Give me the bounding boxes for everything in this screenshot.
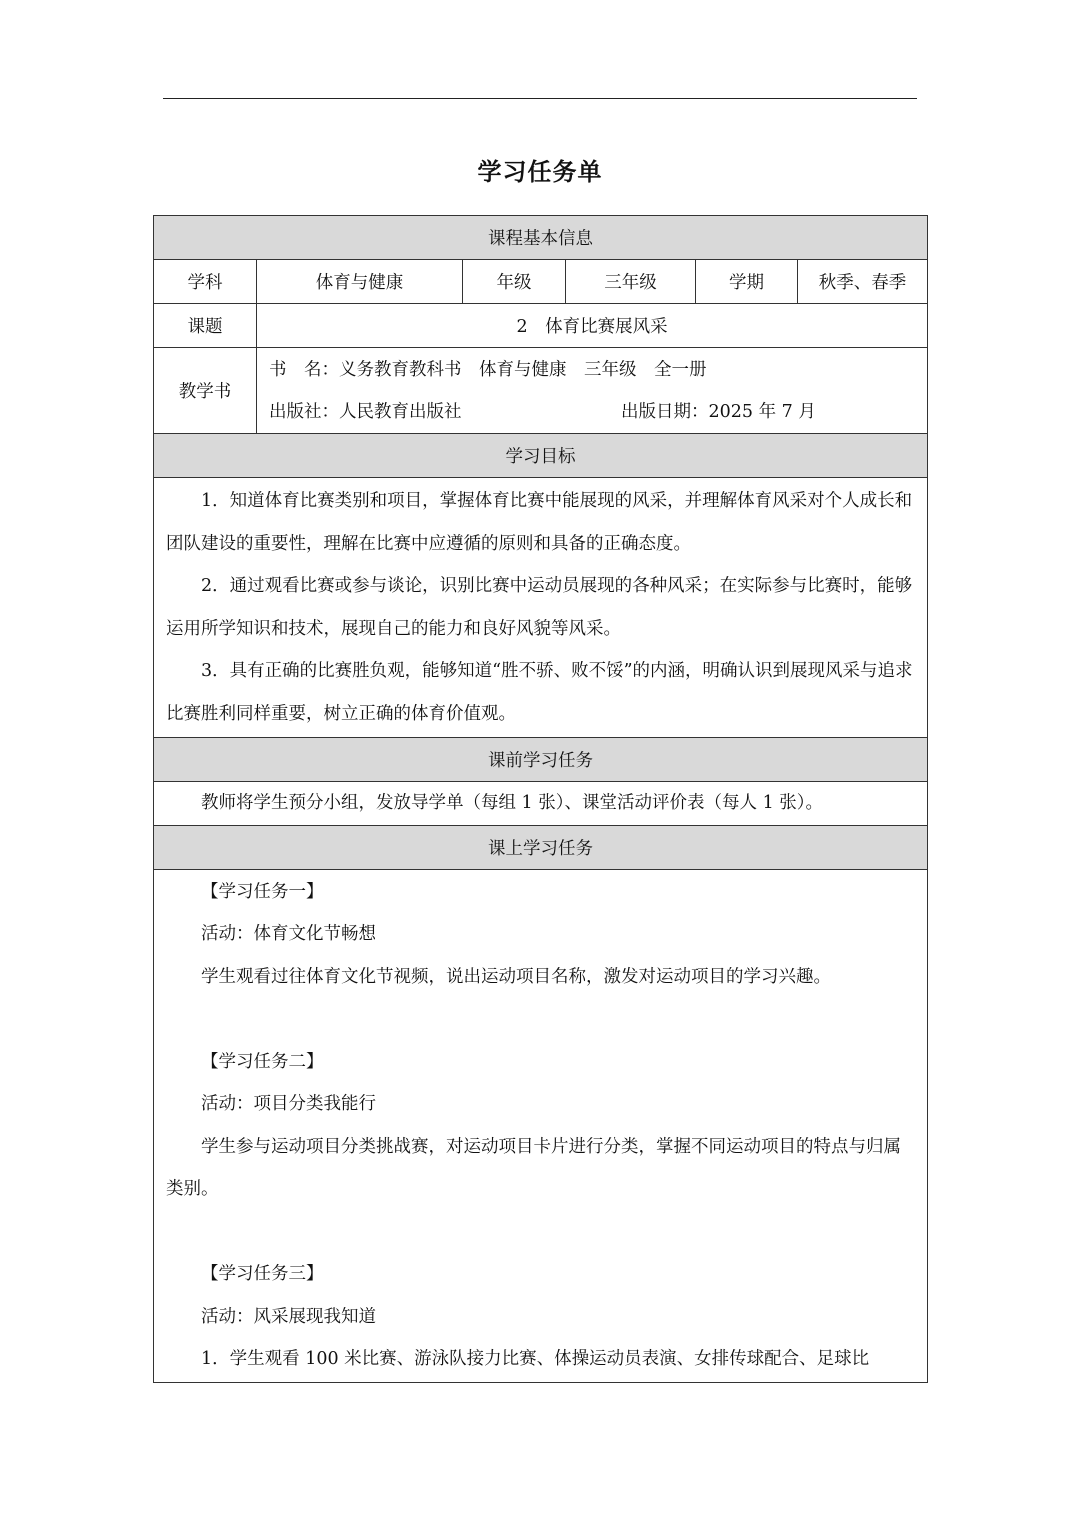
task-activity: 活动：项目分类我能行 <box>201 1094 376 1114</box>
pre-class-content <box>154 782 928 826</box>
pre-class-row <box>154 782 928 826</box>
goals-row <box>154 478 928 738</box>
textbook-label: 教学书 <box>154 348 257 434</box>
topic-row <box>154 304 928 348</box>
task-description: 学生观看过往体育文化节视频，说出运动项目名称，激发对运动项目的学习兴趣。 <box>201 966 831 987</box>
term-label: 学期 <box>696 260 798 304</box>
task-title: 【学习任务一】 <box>201 881 324 902</box>
publication-date: 出版日期：2025 年 7 月 <box>621 401 816 422</box>
goals-content <box>154 478 928 738</box>
term-value: 秋季、春季 <box>798 260 928 304</box>
goal-item: 3．具有正确的比赛胜负观，能够知道“胜不骄、败不馁”的内涵，明确认识到展现风采与追求比赛胜利同样重要，树立正确的体育价值观。 <box>166 661 913 724</box>
in-class-row <box>154 869 928 1382</box>
in-class-content <box>154 869 928 1382</box>
spacer <box>166 1211 917 1254</box>
pre-class-header-row <box>154 738 928 782</box>
pre-class-header: 课前学习任务 <box>154 738 928 782</box>
task-activity: 活动：风采展现我知道 <box>201 1306 376 1327</box>
task-activity: 活动：体育文化节畅想 <box>201 924 376 944</box>
basic-info-header-row <box>154 216 928 260</box>
spacer <box>166 998 917 1041</box>
task-sheet-table <box>153 215 928 1383</box>
goal-item: 2．通过观看比赛或参与谈论，识别比赛中运动员展现的各种风采；在实际参与比赛时，能够运用所学知识和技术，展现自己的能力和良好风貌等风采。 <box>166 576 913 639</box>
goals-header: 学习目标 <box>154 434 928 478</box>
subject-label: 学科 <box>154 260 257 304</box>
book-name: 书 名：义务教育教科书 体育与健康 三年级 全一册 <box>269 359 707 380</box>
topic-label: 课题 <box>154 304 257 348</box>
basic-info-header: 课程基本信息 <box>154 216 928 260</box>
grade-label: 年级 <box>463 260 566 304</box>
in-class-header: 课上学习任务 <box>154 825 928 869</box>
textbook-info <box>257 348 928 434</box>
goal-item: 1．知道体育比赛类别和项目，掌握体育比赛中能展现的风采，并理解体育风采对个人成长和团队建设的重要性，理解在比赛中应遵循的原则和具备的正确态度。 <box>166 491 913 554</box>
task-title: 【学习任务二】 <box>201 1051 324 1072</box>
publisher: 出版社：人民教育出版社 <box>269 401 462 422</box>
goals-header-row <box>154 434 928 478</box>
grade-value: 三年级 <box>566 260 696 304</box>
task-title: 【学习任务三】 <box>201 1264 324 1284</box>
textbook-row <box>154 348 928 434</box>
document-title: 学习任务单 <box>477 158 603 186</box>
subject-value: 体育与健康 <box>257 260 463 304</box>
publisher-line <box>269 391 927 433</box>
in-class-header-row <box>154 825 928 869</box>
topic-value: 2 体育比赛展风采 <box>257 304 928 348</box>
pre-class-text: 教师将学生预分小组，发放导学单（每组 1 张）、课堂活动评价表（每人 1 张）。 <box>201 793 824 813</box>
task-description: 学生参与运动项目分类挑战赛，对运动项目卡片进行分类，掌握不同运动项目的特点与归属类别。 <box>166 1136 901 1199</box>
header-rule <box>163 98 917 99</box>
subject-row <box>154 260 928 304</box>
task-description: 1．学生观看 100 米比赛、游泳队接力比赛、体操运动员表演、女排传球配合、足球比 <box>201 1349 870 1369</box>
